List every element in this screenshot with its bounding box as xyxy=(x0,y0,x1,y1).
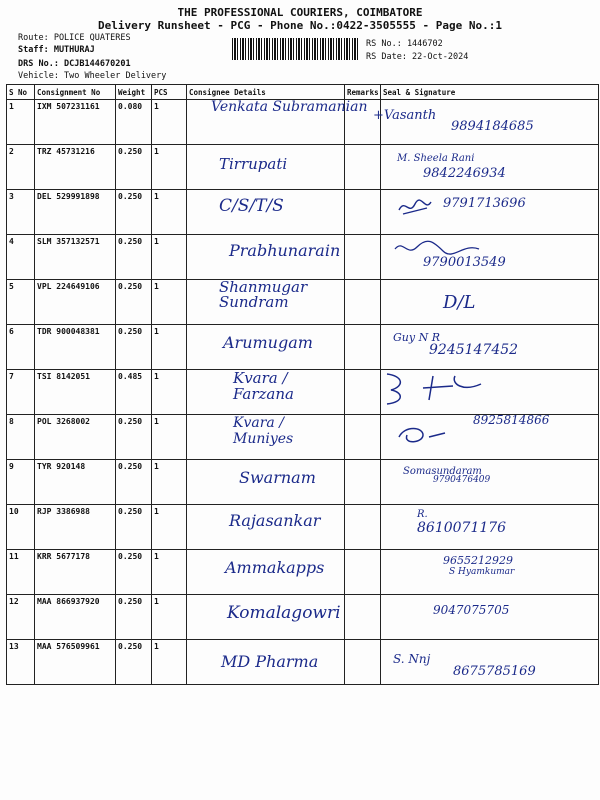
weight-cell: 0.250 xyxy=(116,190,152,235)
signature-name: M. Sheela Rani xyxy=(397,153,475,164)
col-pcs: PCS xyxy=(152,85,187,100)
consignee-handwriting: Ammakapps xyxy=(225,558,325,577)
consignee-handwriting: Venkata Subramanian xyxy=(211,99,368,115)
table-row xyxy=(7,280,599,325)
consignee-cell xyxy=(187,595,345,640)
signature-name: Somasundaram xyxy=(403,466,482,477)
signature-cell xyxy=(381,280,599,325)
signature-phone: 8925814866 xyxy=(473,413,550,427)
signature-cell xyxy=(381,550,599,595)
consignee-cell xyxy=(187,190,345,235)
pcs-cell: 1 xyxy=(152,145,187,190)
sno-cell: 8 xyxy=(7,415,35,460)
consignee-cell xyxy=(187,145,345,190)
consignee-handwriting: MD Pharma xyxy=(221,652,319,671)
signature-cell xyxy=(381,235,599,280)
runsheet-table xyxy=(6,84,599,685)
consignment-cell: RJP 3386988 xyxy=(35,505,116,550)
signature-cell xyxy=(381,145,599,190)
sno-cell: 6 xyxy=(7,325,35,370)
signature-phone: 9894184685 xyxy=(451,119,534,134)
signature-name: S. Nnj xyxy=(393,652,431,666)
pcs-cell: 1 xyxy=(152,280,187,325)
col-sno: S No xyxy=(7,85,35,100)
pcs-cell: 1 xyxy=(152,595,187,640)
sno-cell: 3 xyxy=(7,190,35,235)
weight-cell: 0.250 xyxy=(116,280,152,325)
consignment-cell: TRZ 45731216 xyxy=(35,145,116,190)
weight-cell: 0.485 xyxy=(116,370,152,415)
signature-cell xyxy=(381,190,599,235)
consignee-cell xyxy=(187,280,345,325)
table-row xyxy=(7,505,599,550)
consignment-cell: SLM 357132571 xyxy=(35,235,116,280)
sno-cell: 4 xyxy=(7,235,35,280)
route-label: Route: POLICE QUATERES xyxy=(18,33,131,43)
signature-cell xyxy=(381,595,599,640)
signature-name: R. xyxy=(417,509,428,520)
signature-name: Guy N R xyxy=(393,331,440,344)
sno-cell: 13 xyxy=(7,640,35,685)
consignee-cell xyxy=(187,550,345,595)
table-row xyxy=(7,595,599,640)
signature-cell xyxy=(381,325,599,370)
signature-phone: 8610071176 xyxy=(417,520,507,536)
sno-cell: 11 xyxy=(7,550,35,595)
pcs-cell: 1 xyxy=(152,325,187,370)
signature-cell xyxy=(381,505,599,550)
sno-cell: 2 xyxy=(7,145,35,190)
table-header-row xyxy=(7,85,599,100)
consignee-cell xyxy=(187,325,345,370)
consignment-cell: KRR 5677178 xyxy=(35,550,116,595)
rs-number: RS No.: 1446702 xyxy=(366,39,443,49)
consignment-cell: VPL 224649106 xyxy=(35,280,116,325)
consignee-cell xyxy=(187,505,345,550)
document-title: THE PROFESSIONAL COURIERS, COIMBATORE xyxy=(177,6,423,19)
table-row xyxy=(7,325,599,370)
signature-scribble-icon xyxy=(393,423,453,447)
col-consignee: Consignee Details xyxy=(187,85,345,100)
signature-name: D/L xyxy=(443,292,476,313)
consignment-cell: POL 3268002 xyxy=(35,415,116,460)
remarks-cell xyxy=(345,415,381,460)
consignment-cell: TDR 900048381 xyxy=(35,325,116,370)
table-row xyxy=(7,370,599,415)
signature-phone: 9790013549 xyxy=(423,255,506,270)
sno-cell: 7 xyxy=(7,370,35,415)
pcs-cell: 1 xyxy=(152,415,187,460)
signature-phone: 9790476409 xyxy=(433,475,491,485)
staff-label: Staff: MUTHURAJ xyxy=(18,45,95,55)
consignee-handwriting: Tirrupati xyxy=(219,155,288,173)
consignee-handwriting: Shanmugar Sundram xyxy=(219,278,308,311)
signature-scribble-icon xyxy=(383,370,503,406)
signature-cell xyxy=(381,415,599,460)
weight-cell: 0.250 xyxy=(116,640,152,685)
sno-cell: 10 xyxy=(7,505,35,550)
signature-phone: 9842246934 xyxy=(423,166,506,181)
consignee-handwriting: Komalagowri xyxy=(227,603,341,623)
pcs-cell: 1 xyxy=(152,100,187,145)
weight-cell: 0.250 xyxy=(116,145,152,190)
table-row xyxy=(7,460,599,505)
weight-cell: 0.080 xyxy=(116,100,152,145)
consignee-handwriting: Kvara / Muniyes xyxy=(233,415,294,447)
consignee-handwriting: Swarnam xyxy=(239,468,316,487)
pcs-cell: 1 xyxy=(152,505,187,550)
signature-cell xyxy=(373,100,599,145)
consignee-cell xyxy=(187,640,345,685)
pcs-cell: 1 xyxy=(152,550,187,595)
signature-cell xyxy=(381,640,599,685)
col-weight: Weight xyxy=(116,85,152,100)
table-row xyxy=(7,235,599,280)
consignment-cell: MAA 866937920 xyxy=(35,595,116,640)
consignee-cell xyxy=(187,99,368,145)
col-remarks: Remarks xyxy=(345,85,381,100)
consignee-handwriting: C/S/T/S xyxy=(219,196,284,216)
signature-phone: 9245147452 xyxy=(429,342,519,358)
pcs-cell: 1 xyxy=(152,370,187,415)
consignee-handwriting: Prabhunarain xyxy=(229,241,341,260)
signature-name: S Hyamkumar xyxy=(449,567,515,577)
vehicle-label: Vehicle: Two Wheeler Delivery xyxy=(18,71,167,81)
table-row xyxy=(7,190,599,235)
rs-date: RS Date: 22-Oct-2024 xyxy=(366,52,469,62)
signature-phone: 9655212929 xyxy=(443,554,513,567)
consignee-handwriting: Rajasankar xyxy=(229,511,321,530)
weight-cell: 0.250 xyxy=(116,235,152,280)
signature-cell xyxy=(381,370,599,415)
signature-name: +Vasanth xyxy=(373,108,437,123)
remarks-cell xyxy=(345,280,381,325)
sno-cell: 5 xyxy=(7,280,35,325)
pcs-cell: 1 xyxy=(152,640,187,685)
table-row xyxy=(7,145,599,190)
sno-cell: 1 xyxy=(7,100,35,145)
signature-cell xyxy=(381,460,599,505)
consignee-handwriting: Kvara / Farzana xyxy=(233,369,294,403)
signature-phone: 9047075705 xyxy=(433,603,510,617)
signature-phone: 9791713696 xyxy=(443,196,526,211)
consignment-cell: TYR 920148 xyxy=(35,460,116,505)
consignee-cell xyxy=(187,370,345,415)
weight-cell: 0.250 xyxy=(116,505,152,550)
table-row xyxy=(7,640,599,685)
document-subtitle: Delivery Runsheet - PCG - Phone No.:0422-3505555 - Page No.:1 xyxy=(98,19,502,32)
weight-cell: 0.250 xyxy=(116,595,152,640)
consignment-cell: DEL 529991898 xyxy=(35,190,116,235)
pcs-cell: 1 xyxy=(152,235,187,280)
table-row xyxy=(7,415,599,460)
barcode xyxy=(232,38,360,60)
table-row xyxy=(7,100,599,145)
signature-scribble-icon xyxy=(397,196,437,218)
col-signature: Seal & Signature xyxy=(381,85,599,100)
pcs-cell: 1 xyxy=(152,190,187,235)
consignee-cell xyxy=(187,460,345,505)
col-consignment: Consignment No xyxy=(35,85,116,100)
consignee-handwriting: Arumugam xyxy=(223,333,313,352)
pcs-cell: 1 xyxy=(152,460,187,505)
sno-cell: 9 xyxy=(7,460,35,505)
consignment-cell: MAA 576509961 xyxy=(35,640,116,685)
weight-cell: 0.250 xyxy=(116,550,152,595)
consignee-cell xyxy=(187,415,345,460)
consignment-cell: TSI 8142051 xyxy=(35,370,116,415)
drs-number: DRS No.: DCJB144670201 xyxy=(18,59,131,69)
consignment-cell: IXM 507231161 xyxy=(35,100,116,145)
weight-cell: 0.250 xyxy=(116,415,152,460)
table-row xyxy=(7,550,599,595)
signature-phone: 8675785169 xyxy=(453,664,536,679)
weight-cell: 0.250 xyxy=(116,460,152,505)
consignee-cell xyxy=(187,235,345,280)
weight-cell: 0.250 xyxy=(116,325,152,370)
remarks-cell xyxy=(345,370,381,415)
sno-cell: 12 xyxy=(7,595,35,640)
